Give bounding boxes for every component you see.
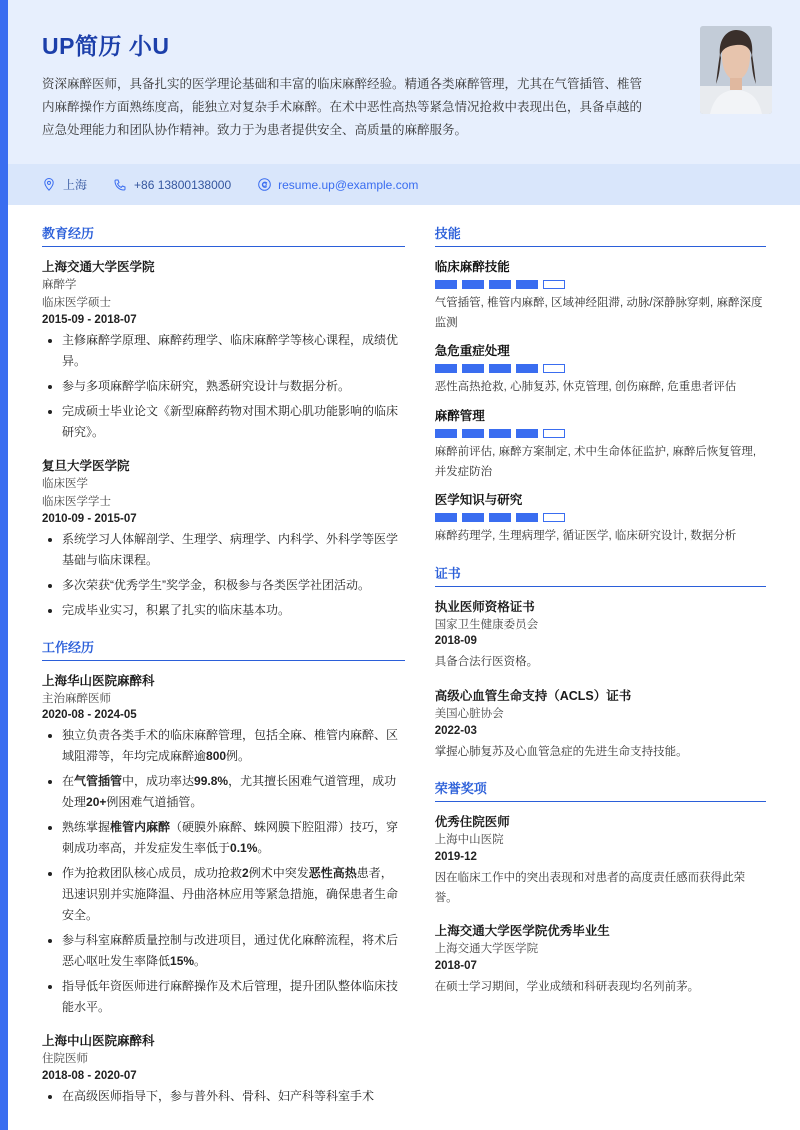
- honor-date: 2019-12: [434, 851, 477, 864]
- education-major: 临床医学: [42, 478, 88, 490]
- skill-item: [435, 257, 766, 333]
- skill-level-segment: [462, 429, 484, 438]
- email-link[interactable]: resume.up@example.com: [278, 177, 419, 192]
- work-entry: [42, 1031, 405, 1107]
- education-degree: 临床医学学士: [42, 495, 111, 508]
- skill-level-bars: [435, 280, 766, 289]
- work-role: 主治麻醉医师: [42, 692, 111, 705]
- honors-section-title: 荣誉奖项: [435, 778, 766, 802]
- work-date: 2020-08 - 2024-05: [42, 709, 137, 722]
- skill-item: [435, 406, 766, 482]
- skill-level-segment: [462, 364, 484, 373]
- skills-section-title: 技能: [435, 223, 766, 247]
- work-bullets: [42, 725, 405, 1018]
- honor-issuer: 上海中山医院: [434, 834, 504, 847]
- skill-level-segment: [489, 364, 511, 373]
- location-icon: [42, 178, 56, 192]
- skill-description: 麻醉药理学, 生理病理学, 循证医学, 临床研究设计, 数据分析: [434, 530, 737, 543]
- education-entry: [42, 456, 405, 621]
- skill-level-segment: [516, 364, 538, 373]
- skill-name: 医学知识与研究: [434, 493, 523, 508]
- certs-section-title: 证书: [435, 563, 766, 587]
- cert-date: 2018-09: [434, 635, 477, 648]
- skill-level-segment: [462, 280, 484, 289]
- education-date: 2015-09 - 2018-07: [42, 314, 137, 326]
- skill-level-segment: [462, 513, 484, 522]
- list-item: • 主修麻醉学原理、麻醉药理学、临床麻醉学等核心课程，成绩优异。: [62, 330, 405, 372]
- honor-entry: [435, 921, 766, 997]
- contact-email[interactable]: [257, 178, 418, 192]
- work-company: 上海华山医院麻醉科: [42, 673, 155, 688]
- skill-level-segment: [516, 280, 538, 289]
- work-bullets: [42, 1086, 405, 1107]
- cert-title: 高级心血管生命支持（ACLS）证书: [434, 689, 632, 704]
- honor-date: 2018-07: [434, 960, 477, 973]
- education-school: 复旦大学医学院: [42, 459, 130, 473]
- list-item: • 参与科室麻醉质量控制与改进项目，通过优化麻醉流程，将术后恶心呕吐发生率降低15%。: [62, 930, 405, 972]
- education-school: 上海交通大学医学院: [42, 260, 155, 275]
- list-item: • 指导低年资医师进行麻醉操作及术后管理，提升团队整体临床技能水平。: [62, 976, 405, 1018]
- education-bullets: [42, 330, 405, 443]
- education-section: [42, 223, 405, 620]
- cert-issuer: 国家卫生健康委员会: [434, 618, 539, 631]
- skill-level-segment: [435, 513, 457, 522]
- skill-level-segment: [435, 364, 457, 373]
- honor-entry: [435, 812, 766, 908]
- list-item: • 在高级医师指导下，参与普外科、骨科、妇产科等科室手术: [62, 1086, 405, 1107]
- cert-entry: [435, 597, 766, 673]
- education-major: 麻醉学: [42, 279, 77, 292]
- education-entry: [42, 257, 405, 443]
- skill-name: 临床麻醉技能: [434, 260, 510, 275]
- work-section-title: 工作经历: [42, 637, 405, 661]
- skill-item: [435, 341, 766, 398]
- phone-text: +86 13800138000: [134, 177, 232, 192]
- list-item: • 作为抢救团队核心成员，成功抢救2例术中突发恶性高热患者，迅速识别并实施降温、丹曲洛林应用等紧急措施，确保患者生命安全。: [62, 863, 405, 926]
- honor-description: 因在临床工作中的突出表现和对患者的高度责任感而获得此荣誉。: [434, 872, 746, 904]
- skill-level-bars: [435, 513, 766, 522]
- contact-phone: [113, 178, 231, 192]
- profile-summary: 资深麻醉医师，具备扎实的医学理论基础和丰富的临床麻醉经验。精通各类麻醉管理，尤其在气管插管、椎管内麻醉操作方面熟练度高，能独立对复杂手术麻醉。在术中恶性高热等紧急情况抢救中表现出色，具备卓越的应急处理能力和团队协作精神。致力于为患者提供安全、高质量的麻醉服务。: [42, 77, 643, 138]
- cert-issuer: 美国心脏协会: [434, 708, 504, 721]
- honor-description: 在硕士学习期间，学业成绩和科研表现均名列前茅。: [434, 981, 700, 994]
- honors-section: [435, 778, 766, 997]
- list-item: • 熟练掌握椎管内麻醉（硬膜外麻醉、蛛网膜下腔阻滞）技巧，穿刺成功率高，并发症发生率低于0.1%。: [62, 817, 405, 859]
- resume-body: [8, 205, 800, 1123]
- skill-level-segment: [543, 513, 565, 522]
- list-item: • 系统学习人体解剖学、生理学、病理学、内科学、外科学等医学基础与临床课程。: [62, 529, 405, 571]
- cert-description: 掌握心肺复苏及心血管急症的先进生命支持技能。: [434, 745, 688, 758]
- skill-description: 麻醉前评估, 麻醉方案制定, 术中生命体征监护, 麻醉后恢复管理, 并发症防治: [434, 446, 757, 478]
- cert-date: 2022-03: [434, 724, 477, 737]
- list-item: • 参与多项麻醉学临床研究，熟悉研究设计与数据分析。: [62, 376, 405, 397]
- left-accent-bar: [0, 0, 8, 1130]
- list-item: • 独立负责各类手术的临床麻醉管理，包括全麻、椎管内麻醉、区域阻滞等，年均完成麻醉逾800例。: [62, 725, 405, 767]
- work-section: [42, 637, 405, 1108]
- avatar: [700, 26, 772, 114]
- phone-icon: [113, 178, 127, 192]
- cert-description: 具备合法行医资格。: [434, 656, 539, 669]
- skill-level-segment: [489, 280, 511, 289]
- location-text: 上海: [63, 178, 88, 193]
- contact-bar: [8, 164, 800, 205]
- work-entry: [42, 671, 405, 1019]
- email-icon: [257, 178, 271, 192]
- skills-section: [435, 223, 766, 546]
- skill-description: 恶性高热抢救, 心肺复苏, 休克管理, 创伤麻醉, 危重患者评估: [434, 381, 737, 394]
- honor-issuer: 上海交通大学医学院: [434, 943, 539, 956]
- education-bullets: [42, 529, 405, 621]
- skill-level-bars: [435, 364, 766, 373]
- list-item: • 完成硕士毕业论文《新型麻醉药物对围术期心肌功能影响的临床研究》。: [62, 401, 405, 443]
- education-date: 2010-09 - 2015-07: [42, 512, 137, 525]
- skill-description: 气管插管, 椎管内麻醉, 区域神经阻滞, 动脉/深静脉穿刺, 麻醉深度监测: [434, 297, 763, 329]
- honor-title: 优秀住院医师: [434, 815, 510, 830]
- resume-header: [8, 0, 800, 164]
- skill-name: 急危重症处理: [434, 344, 510, 359]
- skill-item: [435, 490, 766, 547]
- work-company: 上海中山医院麻醉科: [42, 1034, 155, 1049]
- skill-level-segment: [489, 513, 511, 522]
- list-item: • 多次荣获“优秀学生”奖学金，积极参与各类医学社团活动。: [62, 575, 405, 596]
- skill-level-segment: [543, 280, 565, 289]
- work-date: 2018-08 - 2020-07: [42, 1070, 137, 1083]
- skill-level-segment: [543, 364, 565, 373]
- skill-level-segment: [516, 429, 538, 438]
- page-title: UP简历 小U: [42, 33, 170, 59]
- cert-entry: [435, 686, 766, 762]
- skill-level-segment: [435, 429, 457, 438]
- skill-name: 麻醉管理: [434, 409, 485, 424]
- work-role: 住院医师: [42, 1053, 88, 1066]
- education-degree: 临床医学硕士: [42, 297, 111, 310]
- skill-level-segment: [489, 429, 511, 438]
- left-column: [42, 223, 405, 1123]
- list-item: • 完成毕业实习，积累了扎实的临床基本功。: [62, 600, 405, 621]
- list-item: • 在气管插管中，成功率达99.8%，尤其擅长困难气道管理，成功处理20+例困难气道插管。: [62, 771, 405, 813]
- right-column: [435, 223, 766, 1123]
- skill-level-segment: [435, 280, 457, 289]
- certs-section: [435, 563, 766, 763]
- contact-location: [42, 176, 87, 193]
- education-section-title: 教育经历: [42, 223, 405, 247]
- skill-level-segment: [543, 429, 565, 438]
- skill-level-segment: [516, 513, 538, 522]
- honor-title: 上海交通大学医学院优秀毕业生: [434, 924, 610, 939]
- cert-title: 执业医师资格证书: [434, 599, 535, 614]
- skill-level-bars: [435, 429, 766, 438]
